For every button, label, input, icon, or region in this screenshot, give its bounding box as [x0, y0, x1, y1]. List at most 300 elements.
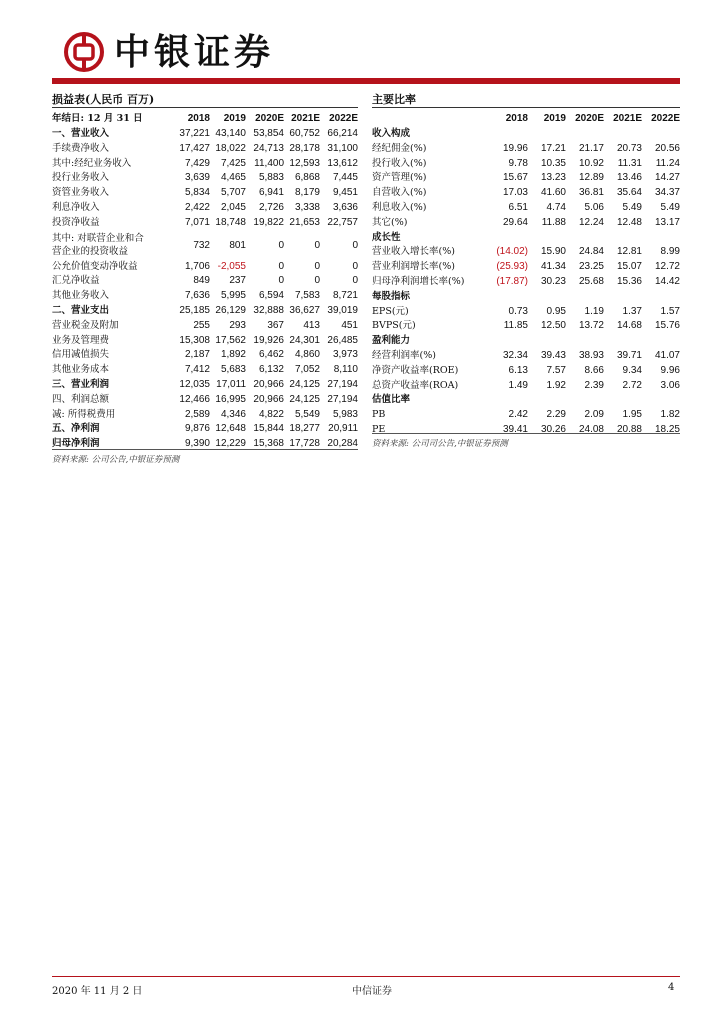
income-row-label: 归母净利润 — [52, 438, 100, 450]
income-row — [52, 157, 358, 172]
income-row-label: 投行业务收入 — [52, 172, 110, 184]
ratio-year-label — [372, 110, 492, 127]
income-row-label: 三、营业利润 — [52, 378, 110, 390]
income-cell: 20,966 — [253, 378, 284, 390]
income-cell: 28,178 — [289, 142, 320, 154]
income-cell: 4,465 — [220, 172, 246, 184]
ratio-row-label: 成长性 — [372, 231, 401, 243]
ratio-cell: 5.49 — [622, 201, 642, 213]
income-cell: 293 — [229, 319, 246, 331]
ratio-row — [372, 260, 680, 275]
ratio-row — [372, 379, 680, 394]
income-cell: 18,022 — [215, 142, 246, 154]
ratio-cell: 11.88 — [541, 216, 566, 228]
income-cell: 24,301 — [289, 334, 320, 346]
ratio-row-label: 利息收入(%) — [372, 201, 427, 213]
income-cell: 17,728 — [289, 438, 320, 450]
income-cell: 25,185 — [179, 304, 210, 316]
income-row-label: 营业税金及附加 — [52, 319, 119, 331]
income-row-label: 减: 所得税费用 — [52, 408, 116, 420]
income-cell: 6,462 — [258, 349, 284, 361]
income-cell: 1,892 — [220, 349, 246, 361]
ratio-cell: 4.74 — [546, 201, 566, 213]
ratio-cell: 7.57 — [546, 364, 566, 376]
ratio-cell: 0.73 — [508, 305, 528, 317]
ratio-row — [372, 142, 680, 157]
ratio-cell: 13.17 — [654, 216, 680, 228]
ratio-row-label: EPS(元) — [372, 305, 409, 317]
income-row — [52, 216, 358, 231]
income-statement-table — [52, 110, 358, 452]
income-cell: 451 — [341, 319, 358, 331]
income-cell: 24,125 — [289, 378, 320, 390]
income-cell: 6,132 — [258, 364, 284, 376]
ratio-cell — [566, 393, 604, 408]
income-cell: 255 — [193, 319, 210, 331]
income-row — [52, 393, 358, 408]
ratio-cell: 12.50 — [540, 320, 566, 332]
income-row-label: 五、净利润 — [52, 423, 100, 435]
ratio-cell: 14.27 — [654, 172, 680, 184]
income-cell: 2,589 — [184, 408, 210, 420]
income-cell: 8,721 — [332, 290, 358, 302]
ratio-cell: 21.17 — [578, 142, 604, 154]
income-cell: 2,045 — [220, 201, 246, 213]
ratio-cell — [604, 334, 642, 349]
ratio-cell — [604, 393, 642, 408]
ratio-cell: 39.43 — [540, 349, 566, 361]
ratio-row-label: 其它(%) — [372, 216, 408, 228]
ratio-cell: 14.68 — [616, 320, 642, 332]
ratios-source-note: 资料来源: 公司司公告,中银证券预测 — [372, 439, 508, 449]
income-cell: 5,834 — [184, 187, 210, 199]
ratio-cell: 5.06 — [584, 201, 604, 213]
ratio-cell: 0.95 — [546, 305, 566, 317]
ratio-cell: 20.73 — [616, 142, 642, 154]
ratio-cell: 1.57 — [660, 305, 680, 317]
income-cell: 0 — [278, 239, 284, 251]
ratio-cell: 2.72 — [622, 379, 642, 391]
ratio-cell: 13.46 — [616, 172, 642, 184]
ratio-cell: 11.31 — [617, 157, 642, 169]
ratios-title-rule — [372, 107, 680, 108]
income-cell: 1,706 — [184, 260, 210, 272]
income-cell: 22,757 — [327, 216, 358, 228]
ratio-cell: 1.82 — [660, 409, 680, 421]
income-cell: 2,187 — [184, 349, 210, 361]
income-row — [52, 304, 358, 319]
income-cell: 4,822 — [258, 408, 284, 420]
income-cell: 31,100 — [327, 142, 358, 154]
ratio-year-header: 2019 — [543, 113, 566, 124]
ratio-row — [372, 127, 680, 142]
income-cell: 5,549 — [294, 408, 320, 420]
income-statement-title: 损益表(人民币 百万) — [52, 93, 155, 106]
income-row — [52, 319, 358, 334]
income-cell: 3,636 — [332, 201, 358, 213]
income-cell: 3,639 — [184, 172, 210, 184]
income-row — [52, 260, 358, 275]
income-cell: 17,427 — [179, 142, 210, 154]
ratio-row — [372, 305, 680, 320]
ratio-year-header: 2020E — [575, 113, 604, 124]
ratio-row-label: PE — [372, 423, 386, 435]
income-cell: 5,683 — [220, 364, 246, 376]
ratio-row-label: 营业利润增长率(%) — [372, 261, 455, 273]
income-cell: 18,277 — [289, 423, 320, 435]
income-cell: 849 — [193, 275, 210, 287]
income-row — [52, 378, 358, 393]
ratio-cell — [528, 290, 566, 305]
income-cell: 53,854 — [253, 128, 284, 139]
income-cell: 37,221 — [179, 128, 210, 139]
ratio-cell: 14.42 — [654, 275, 680, 287]
income-cell: 12,648 — [215, 423, 246, 435]
ratio-cell — [566, 231, 604, 246]
income-cell: 2,726 — [258, 201, 284, 213]
ratio-cell: 34.37 — [654, 187, 680, 199]
ratio-cell: 2.09 — [584, 409, 604, 421]
income-cell: 19,926 — [253, 334, 284, 346]
ratio-cell: 24.08 — [578, 423, 604, 435]
ratio-cell: 17.21 — [540, 142, 566, 154]
income-row — [52, 186, 358, 201]
income-cell: 17,011 — [216, 378, 246, 390]
ratio-row-label: 营业收入增长率(%) — [372, 246, 455, 258]
ratios-title: 主要比率 — [372, 93, 416, 106]
ratio-cell — [492, 290, 528, 305]
ratio-cell: 12.72 — [654, 261, 680, 273]
ratio-row-label: 收入构成 — [372, 128, 411, 139]
ratio-year-header: 2022E — [651, 113, 680, 124]
income-cell: 5,707 — [220, 187, 246, 199]
income-cell: 6,868 — [294, 172, 320, 184]
income-cell: 7,412 — [184, 364, 210, 376]
ratio-row-label: 每股指标 — [372, 290, 411, 302]
ratio-cell: 2.29 — [546, 409, 566, 421]
income-cell: 413 — [303, 319, 320, 331]
income-cell: 0 — [278, 260, 284, 272]
income-row-label: 汇兑净收益 — [52, 275, 100, 287]
income-cell: 7,445 — [332, 172, 358, 184]
income-row-label: 利息净收入 — [52, 201, 100, 213]
ratio-row — [372, 201, 680, 216]
ratio-cell: 12.89 — [578, 172, 604, 184]
income-cell: 5,983 — [332, 408, 358, 420]
ratio-cell: 24.84 — [578, 246, 604, 258]
income-cell: 367 — [267, 319, 284, 331]
ratio-cell: 35.64 — [616, 187, 642, 199]
ratio-cell — [492, 393, 528, 408]
ratio-cell: 8.99 — [660, 246, 680, 258]
ratio-cell: 13.23 — [540, 172, 566, 184]
ratio-cell: 25.68 — [578, 275, 604, 287]
footer-rule — [52, 976, 680, 977]
ratio-cell: 10.35 — [540, 157, 566, 169]
ratio-cell: 15.90 — [540, 246, 566, 258]
ratio-cell: 6.13 — [508, 364, 528, 376]
ratio-cell — [642, 127, 680, 142]
ratio-cell: (17.87) — [496, 275, 528, 287]
income-row — [52, 274, 358, 289]
ratio-cell — [528, 127, 566, 142]
ratio-cell: 3.06 — [660, 379, 680, 391]
ratio-cell: 15.67 — [502, 172, 528, 184]
income-year-header: 2018 — [187, 113, 210, 124]
income-row — [52, 142, 358, 157]
income-year-header: 2020E — [255, 113, 284, 124]
income-cell: 6,941 — [258, 187, 284, 199]
ratio-cell — [528, 231, 566, 246]
ratio-cell: 38.93 — [578, 349, 604, 361]
ratio-cell: 32.34 — [502, 349, 528, 361]
ratio-row-label: 经纪佣金(%) — [372, 142, 427, 154]
income-cell: 16,995 — [215, 393, 246, 405]
income-cell: 66,214 — [327, 128, 358, 139]
income-row — [52, 334, 358, 349]
income-row — [52, 201, 358, 216]
ratio-cell: 39.71 — [616, 349, 642, 361]
ratio-cell: 9.96 — [660, 364, 680, 376]
income-cell: 19,822 — [253, 216, 284, 228]
income-cell: 15,308 — [179, 334, 210, 346]
ratio-cell: 13.72 — [578, 320, 604, 332]
header-red-bar — [52, 78, 680, 84]
income-row — [52, 171, 358, 186]
ratio-cell — [642, 393, 680, 408]
income-row — [52, 127, 358, 142]
income-cell: 32,888 — [253, 304, 284, 316]
income-row-label: 公允价值变动净收益 — [52, 260, 138, 272]
brand-name: 中银证券 — [114, 31, 275, 73]
income-year-header: 2022E — [329, 113, 358, 124]
income-cell: 12,035 — [179, 378, 210, 390]
income-title-rule — [52, 107, 358, 108]
income-cell: 0 — [278, 275, 284, 287]
ratio-cell — [492, 231, 528, 246]
income-row-label: 投资净收益 — [52, 216, 100, 228]
ratio-cell: 12.48 — [616, 216, 642, 228]
income-cell: 732 — [193, 239, 210, 251]
income-row-label: 信用减值损失 — [52, 349, 110, 361]
income-cell: 24,713 — [253, 142, 284, 154]
ratio-row-label: 资产管理(%) — [372, 172, 427, 184]
ratio-cell: 20.56 — [654, 142, 680, 154]
income-row-label: 其中: 对联营企业和合 营企业的投资收益 — [52, 233, 144, 258]
ratio-row — [372, 231, 680, 246]
ratio-cell: 12.24 — [578, 216, 604, 228]
ratio-row-label: 总资产收益率(ROA) — [372, 379, 459, 391]
ratio-cell: 11.85 — [503, 320, 528, 332]
page-header — [52, 28, 680, 80]
income-year-header: 2021E — [291, 113, 320, 124]
income-cell: 27,194 — [327, 393, 358, 405]
income-row-label: 其他业务收入 — [52, 290, 110, 302]
ratio-cell: 41.34 — [540, 261, 566, 273]
ratio-cell: 12.81 — [616, 246, 642, 258]
ratio-cell: 39.41 — [502, 423, 528, 435]
ratios-table — [372, 110, 680, 438]
income-cell: 9,451 — [332, 187, 358, 199]
income-cell: 5,995 — [220, 290, 246, 302]
income-cell: 7,071 — [184, 216, 210, 228]
income-cell: 60,752 — [289, 128, 320, 139]
ratio-row — [372, 290, 680, 305]
income-row-label: 业务及管理费 — [52, 334, 110, 346]
ratio-cell — [566, 127, 604, 142]
page-number: 4 — [668, 982, 675, 993]
income-cell: 9,390 — [184, 438, 210, 450]
ratio-row-label: BVPS(元) — [372, 320, 416, 332]
footer-date: 2020 年 11 月 2 日 — [52, 986, 143, 997]
ratio-cell: 9.34 — [622, 364, 642, 376]
income-cell: 0 — [314, 239, 320, 251]
income-cell: 27,194 — [327, 378, 358, 390]
ratio-row — [372, 275, 680, 290]
income-cell: 36,627 — [289, 304, 320, 316]
income-cell: 24,125 — [289, 393, 320, 405]
ratio-cell — [492, 127, 528, 142]
income-cell: 7,636 — [184, 290, 210, 302]
ratio-row — [372, 319, 680, 334]
ratio-cell — [566, 290, 604, 305]
ratio-row-label: 自营收入(%) — [372, 187, 427, 199]
ratio-row-label: PB — [372, 409, 386, 421]
income-cell: 4,346 — [220, 408, 246, 420]
ratio-cell — [566, 334, 604, 349]
income-cell: 7,583 — [294, 290, 320, 302]
income-cell: 5,883 — [258, 172, 284, 184]
ratio-cell — [528, 334, 566, 349]
income-cell: 13,612 — [327, 157, 358, 169]
ratio-cell: 29.64 — [502, 216, 528, 228]
income-cell: 8,110 — [333, 364, 358, 376]
income-row — [52, 422, 358, 437]
income-bottom-rule — [52, 449, 358, 450]
ratio-row-label: 净资产收益率(ROE) — [372, 364, 459, 376]
ratio-cell: 36.81 — [578, 187, 604, 199]
income-row-label: 四、利润总额 — [52, 393, 110, 405]
ratio-cell: 19.96 — [502, 142, 528, 154]
income-row — [52, 231, 358, 260]
income-cell: 20,911 — [328, 423, 358, 435]
ratio-cell: 30.26 — [540, 423, 566, 435]
ratio-cell: (25.93) — [496, 261, 528, 273]
income-cell: 43,140 — [215, 128, 246, 139]
ratio-cell — [604, 290, 642, 305]
ratio-row — [372, 157, 680, 172]
ratio-row-label: 估值比率 — [372, 394, 411, 406]
income-cell: 801 — [229, 239, 246, 251]
income-row — [52, 348, 358, 363]
ratio-cell — [642, 231, 680, 246]
ratio-cell — [604, 231, 642, 246]
ratio-row-label: 经营利润率(%) — [372, 349, 436, 361]
ratio-row — [372, 393, 680, 408]
ratio-cell — [528, 393, 566, 408]
income-cell: 0 — [352, 260, 358, 272]
income-row-label: 资管业务收入 — [52, 187, 110, 199]
ratio-cell: 18.25 — [654, 423, 680, 435]
ratio-row — [372, 408, 680, 423]
ratios-bottom-rule — [372, 433, 680, 434]
income-cell: 17,562 — [215, 334, 246, 346]
ratio-cell: 11.24 — [655, 157, 680, 169]
ratio-row — [372, 216, 680, 231]
income-cell: 3,973 — [332, 349, 358, 361]
ratio-cell: 41.07 — [654, 349, 680, 361]
ratio-cell: 41.60 — [540, 187, 566, 199]
income-row — [52, 289, 358, 304]
ratio-cell — [642, 290, 680, 305]
ratio-header-row — [372, 110, 680, 127]
income-cell: 12,593 — [289, 157, 320, 169]
income-row-label: 一、营业收入 — [52, 128, 110, 139]
income-row — [52, 363, 358, 378]
income-cell: 0 — [314, 260, 320, 272]
income-cell: 7,425 — [220, 157, 246, 169]
income-cell: 20,966 — [253, 393, 284, 405]
ratio-cell: 10.92 — [578, 157, 604, 169]
ratio-row — [372, 423, 680, 438]
ratio-row — [372, 349, 680, 364]
income-source-note: 资料来源: 公司公告,中银证券预测 — [52, 455, 180, 465]
income-cell: 0 — [314, 275, 320, 287]
ratio-cell: 5.49 — [660, 201, 680, 213]
ratio-cell — [642, 334, 680, 349]
ratio-cell: 17.03 — [502, 187, 528, 199]
income-cell: 26,485 — [327, 334, 358, 346]
ratio-row — [372, 364, 680, 379]
income-cell: 12,229 — [215, 438, 246, 450]
ratio-cell: 15.76 — [654, 320, 680, 332]
income-cell: 15,368 — [253, 438, 284, 450]
ratio-row — [372, 334, 680, 349]
ratio-row — [372, 245, 680, 260]
ratio-row-label: 归母净利润增长率(%) — [372, 275, 465, 287]
ratio-cell: 1.19 — [584, 305, 604, 317]
ratio-year-header: 2021E — [613, 113, 642, 124]
ratio-cell — [492, 334, 528, 349]
income-cell: 39,019 — [327, 304, 358, 316]
ratio-cell: 1.95 — [622, 409, 642, 421]
income-cell: 0 — [352, 239, 358, 251]
income-cell: 7,429 — [184, 157, 210, 169]
income-cell: 26,129 — [215, 304, 246, 316]
ratio-row-label: 盈利能力 — [372, 335, 411, 347]
ratio-row — [372, 186, 680, 201]
income-cell: 8,179 — [294, 187, 320, 199]
income-cell: -2,055 — [217, 260, 246, 272]
income-cell: 12,466 — [179, 393, 210, 405]
income-cell: 2,422 — [184, 201, 210, 213]
income-cell: 237 — [229, 275, 246, 287]
income-header-row — [52, 110, 358, 127]
income-cell: 21,653 — [289, 216, 320, 228]
income-cell: 20,284 — [327, 438, 358, 450]
ratio-cell: 8.66 — [584, 364, 604, 376]
ratio-cell: 9.78 — [508, 157, 528, 169]
income-cell: 0 — [352, 275, 358, 287]
ratio-row-label: 投行收入(%) — [372, 157, 427, 169]
income-cell: 6,594 — [258, 290, 284, 302]
income-year-header: 2019 — [223, 113, 246, 124]
ratio-cell: 20.88 — [616, 423, 642, 435]
income-cell: 9,876 — [184, 423, 210, 435]
ratio-cell: 30.23 — [540, 275, 566, 287]
ratio-cell: 1.37 — [622, 305, 642, 317]
income-row-label: 手续费净收入 — [52, 142, 110, 154]
